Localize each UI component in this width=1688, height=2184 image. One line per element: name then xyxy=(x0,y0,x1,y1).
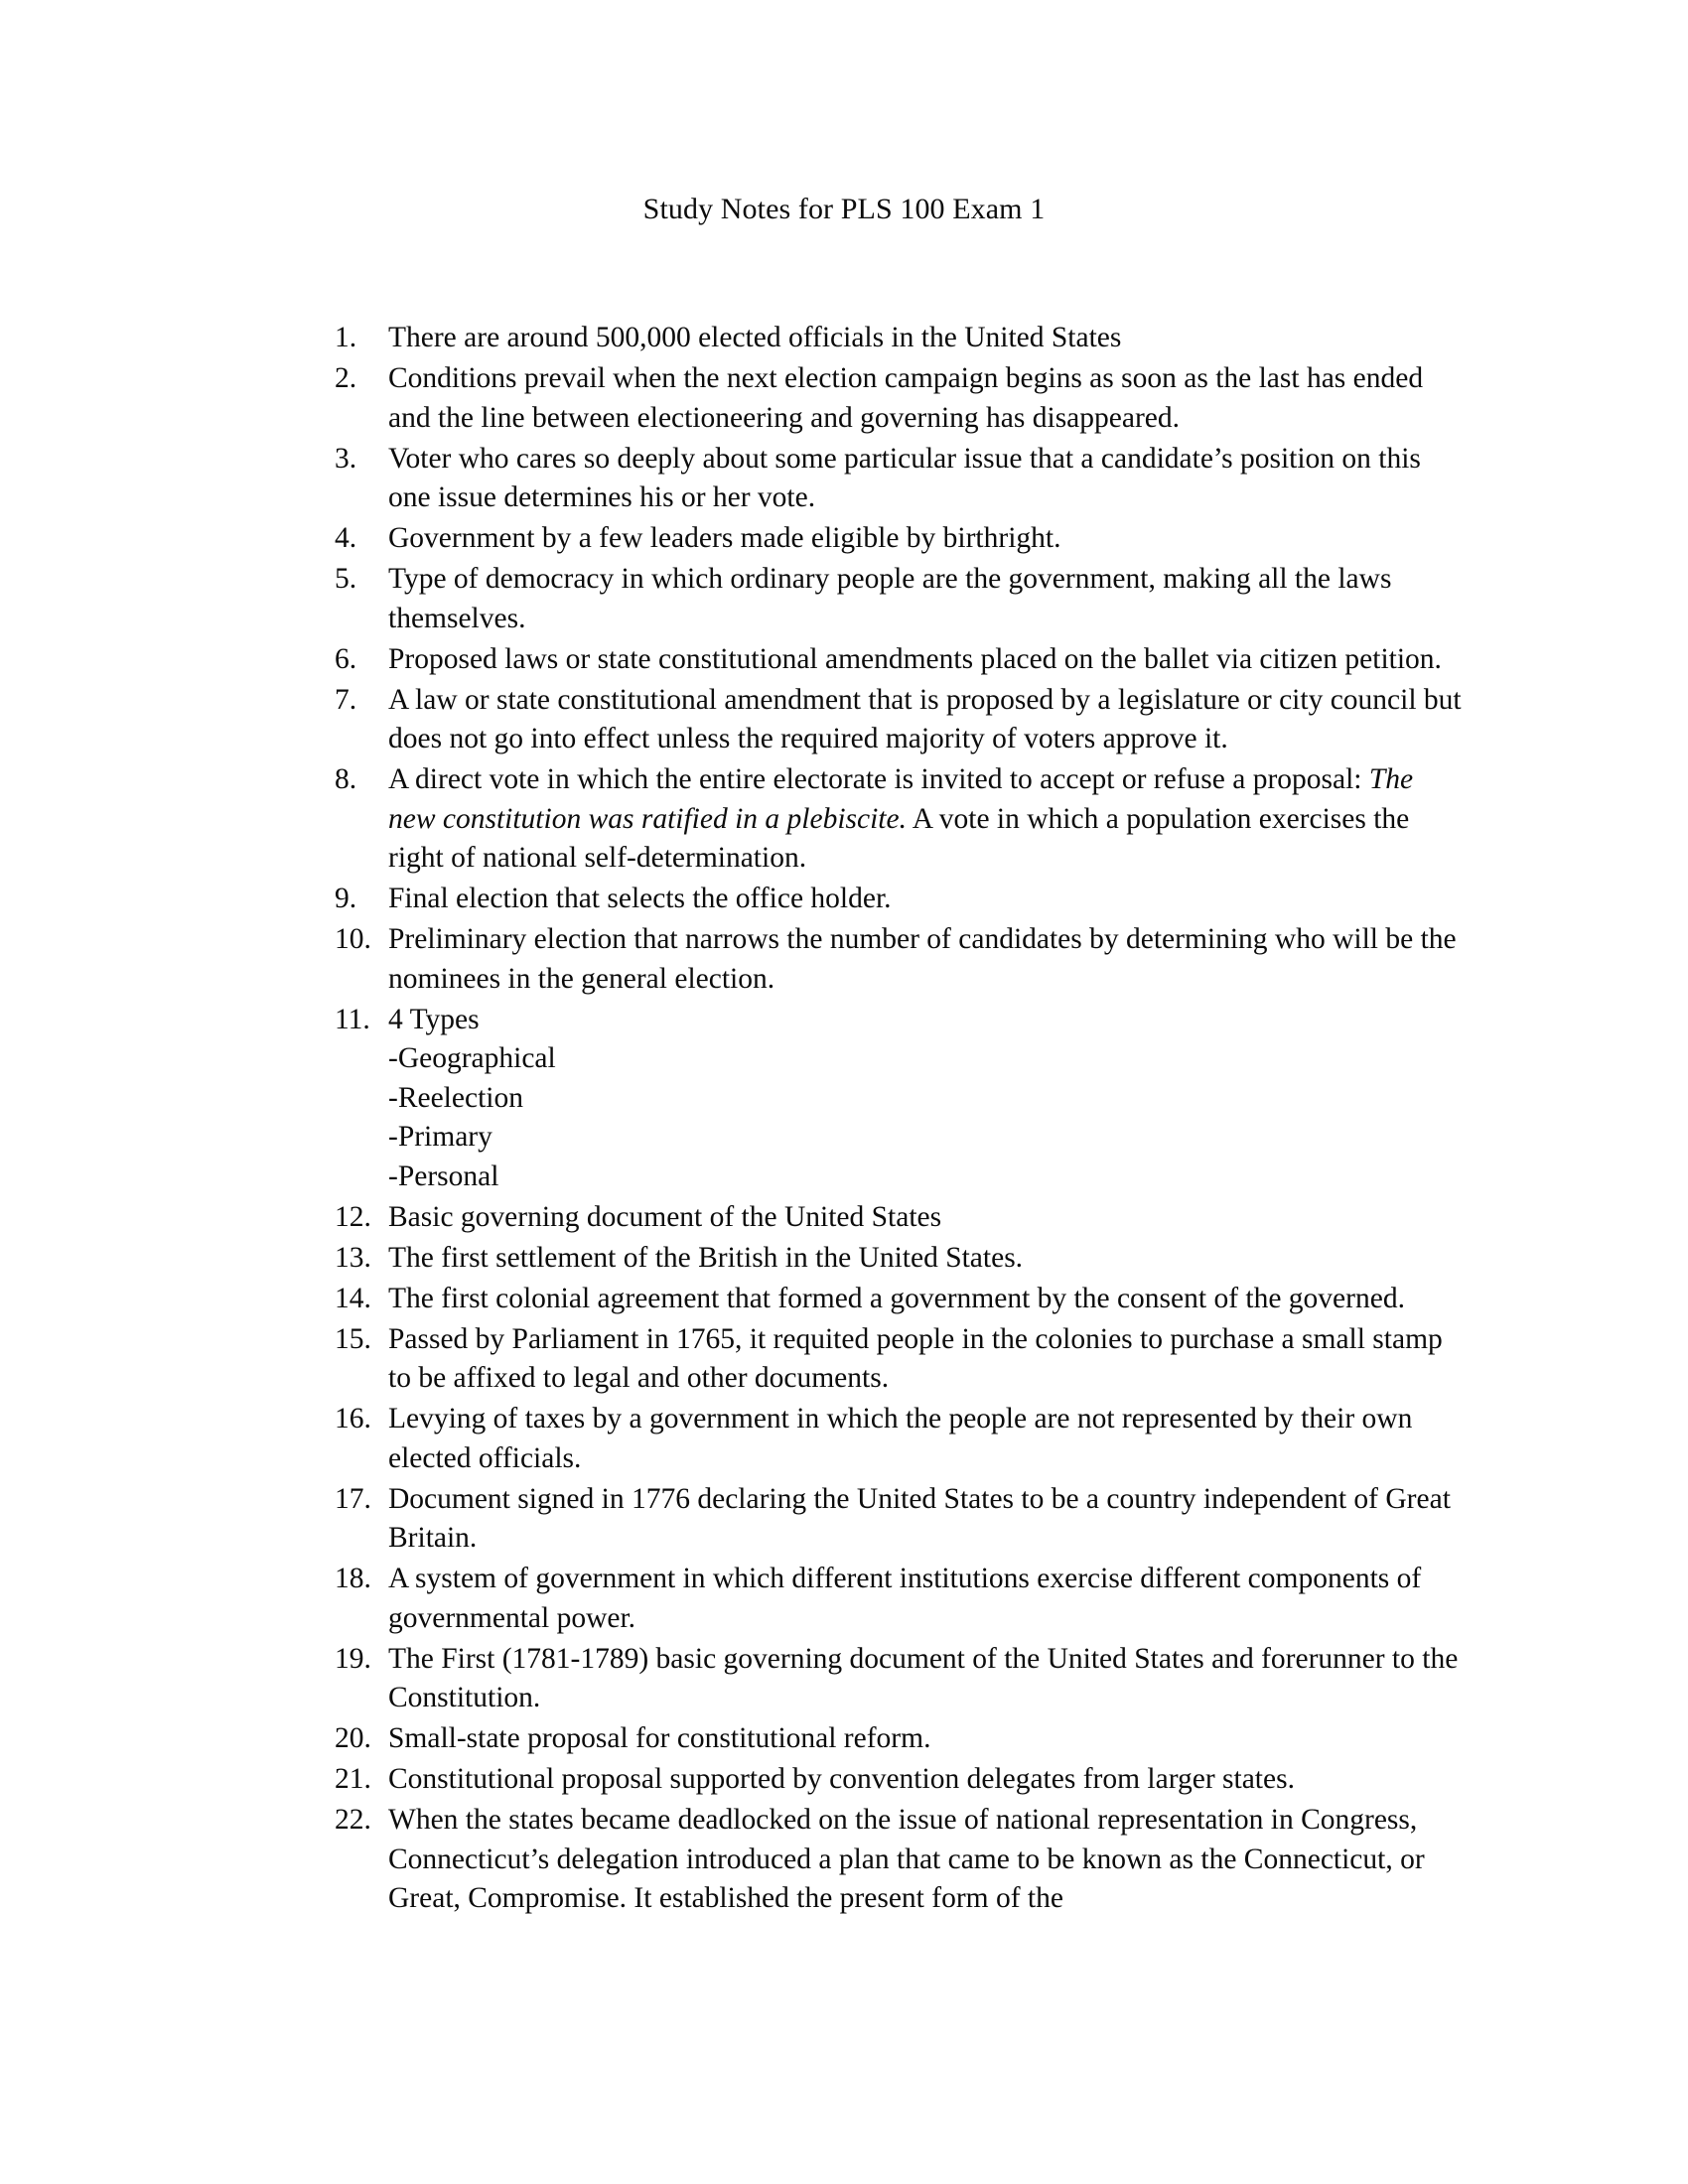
page-title: Study Notes for PLS 100 Exam 1 xyxy=(642,193,1046,225)
list-item-number: 21. xyxy=(335,1763,371,1795)
list-item-number: 9. xyxy=(335,883,357,914)
list-item-number: 11. xyxy=(335,1003,370,1035)
list-item-text: Voter who cares so deeply about some particular issue that a candidate’s position on this one issue determines his or her vote. xyxy=(388,442,1421,513)
list-item-text: There are around 500,000 elected officials in the United States xyxy=(388,322,1122,353)
sub-bullet-line: -Primary xyxy=(388,1121,492,1153)
sub-bullet-group xyxy=(388,1039,1467,1196)
list-item xyxy=(335,519,1467,559)
list-item-text: Final election that selects the office holder. xyxy=(388,883,892,914)
list-item-number: 1. xyxy=(335,322,357,353)
list-item xyxy=(335,640,1467,680)
list-item xyxy=(335,319,1467,358)
list-item xyxy=(335,1239,1467,1279)
list-item-text: Proposed laws or state constitutional amendments placed on the ballet via citizen petition. xyxy=(388,642,1442,675)
list-item xyxy=(335,1480,1467,1559)
list-item-text: Document signed in 1776 declaring the United States to be a country independent of Great Britain. xyxy=(388,1482,1451,1554)
list-item-number: 3. xyxy=(335,442,357,475)
list-item-emphasized-text: The new constitution was ratified in a plebiscite. xyxy=(388,763,1414,835)
list-item xyxy=(335,440,1467,518)
list-item-body xyxy=(388,1760,1467,1800)
list-item-body xyxy=(388,319,1467,358)
list-item-body xyxy=(388,760,1467,879)
list-item xyxy=(335,880,1467,919)
list-item-body xyxy=(388,519,1467,559)
list-item-body xyxy=(388,1560,1467,1638)
list-item xyxy=(335,560,1467,638)
list-item-body xyxy=(388,560,1467,638)
list-item xyxy=(335,1320,1467,1399)
list-item-text: Preliminary election that narrows the number of candidates by determining who will be the nominees in the general election. xyxy=(388,923,1457,995)
list-item-number: 4. xyxy=(335,522,357,554)
list-item-number: 15. xyxy=(335,1322,371,1355)
list-item xyxy=(335,1719,1467,1759)
list-item-body xyxy=(388,640,1467,680)
list-item-text: The First (1781-1789) basic governing document of the United States and forerunner to the Constitution. xyxy=(388,1642,1459,1713)
list-item xyxy=(335,1640,1467,1718)
sub-bullet-line: -Personal xyxy=(388,1160,499,1192)
list-item-body xyxy=(388,920,1467,999)
list-item-body xyxy=(388,359,1467,438)
list-item-text: Constitutional proposal supported by convention delegates from larger states. xyxy=(388,1763,1295,1795)
list-item-number: 12. xyxy=(335,1200,371,1233)
list-item-text: A law or state constitutional amendment that is proposed by a legislature or city council but does not go into effect unless the required majority of voters approve it. xyxy=(388,683,1462,754)
list-item xyxy=(335,760,1467,879)
list-item-text: Conditions prevail when the next election campaign begins as soon as the last has ended and the line between electioneering and governing has disappeared. xyxy=(388,362,1424,434)
sub-bullet-line: -Reelection xyxy=(388,1081,523,1114)
list-item-number: 17. xyxy=(335,1482,371,1515)
list-item-text: Small-state proposal for constitutional reform. xyxy=(388,1722,931,1754)
list-item xyxy=(335,359,1467,438)
list-item-text-before-emphasis: A direct vote in which the entire electorate is invited to accept or refuse a proposal: xyxy=(388,763,1369,795)
list-item-text: A system of government in which different institutions exercise different components of governmental power. xyxy=(388,1563,1422,1634)
list-item-number: 5. xyxy=(335,563,357,595)
list-item-body xyxy=(388,1280,1467,1319)
list-item xyxy=(335,1560,1467,1638)
study-notes-list xyxy=(295,319,1467,1920)
list-item-text: The first settlement of the British in the United States. xyxy=(388,1241,1024,1274)
list-item xyxy=(335,681,1467,759)
list-item-text: The first colonial agreement that formed a government by the consent of the governed. xyxy=(388,1282,1405,1314)
list-item-body xyxy=(388,1320,1467,1399)
list-item-number: 19. xyxy=(335,1642,371,1675)
list-item-text-after-emphasis: A vote in which a population exercises the right of national self-determination. xyxy=(388,802,1410,874)
list-item xyxy=(335,920,1467,999)
list-item-number: 2. xyxy=(335,362,357,394)
list-item-body xyxy=(388,1400,1467,1478)
list-item-text: Type of democracy in which ordinary people are the government, making all the laws themselves. xyxy=(388,563,1392,634)
list-item-body xyxy=(388,1198,1467,1238)
list-item-text: When the states became deadlocked on the issue of national representation in Congress, Connecticut’s delegation introduced a plan that came to be known as the Connecticut, or Great, Compromise. It established the present form of the xyxy=(388,1804,1425,1914)
list-item-body xyxy=(388,880,1467,919)
list-item-number: 13. xyxy=(335,1241,371,1274)
list-item-text: Levying of taxes by a government in which the people are not represented by their own elected officials. xyxy=(388,1403,1413,1474)
sub-bullet-line: -Geographical xyxy=(388,1042,556,1074)
list-item-number: 8. xyxy=(335,763,357,795)
list-item xyxy=(335,1400,1467,1478)
list-item-body xyxy=(388,1719,1467,1759)
list-item-number: 18. xyxy=(335,1563,371,1594)
list-item-body xyxy=(388,1640,1467,1718)
list-item-number: 22. xyxy=(335,1804,371,1836)
list-item-body xyxy=(388,681,1467,759)
list-item-body xyxy=(388,1480,1467,1559)
list-item-text: Passed by Parliament in 1765, it requited people in the colonies to purchase a small stamp to be affixed to legal and other documents. xyxy=(388,1322,1443,1394)
list-item-body xyxy=(388,1239,1467,1279)
list-item xyxy=(335,1760,1467,1800)
list-item xyxy=(335,1801,1467,1919)
list-item-number: 7. xyxy=(335,683,357,716)
list-item xyxy=(335,1001,1467,1197)
list-item-body xyxy=(388,1001,1467,1197)
list-item xyxy=(335,1280,1467,1319)
list-item-number: 6. xyxy=(335,642,357,675)
list-item-number: 10. xyxy=(335,923,371,955)
list-item-number: 20. xyxy=(335,1722,371,1754)
list-item-body xyxy=(388,1801,1467,1919)
list-item-text: Basic governing document of the United States xyxy=(388,1200,942,1233)
list-item-number: 16. xyxy=(335,1403,371,1434)
list-item-text: 4 Types xyxy=(388,1003,480,1035)
list-item xyxy=(335,1198,1467,1238)
list-item-body xyxy=(388,440,1467,518)
list-item-text: Government by a few leaders made eligible by birthright. xyxy=(388,522,1061,554)
list-item-number: 14. xyxy=(335,1282,371,1314)
